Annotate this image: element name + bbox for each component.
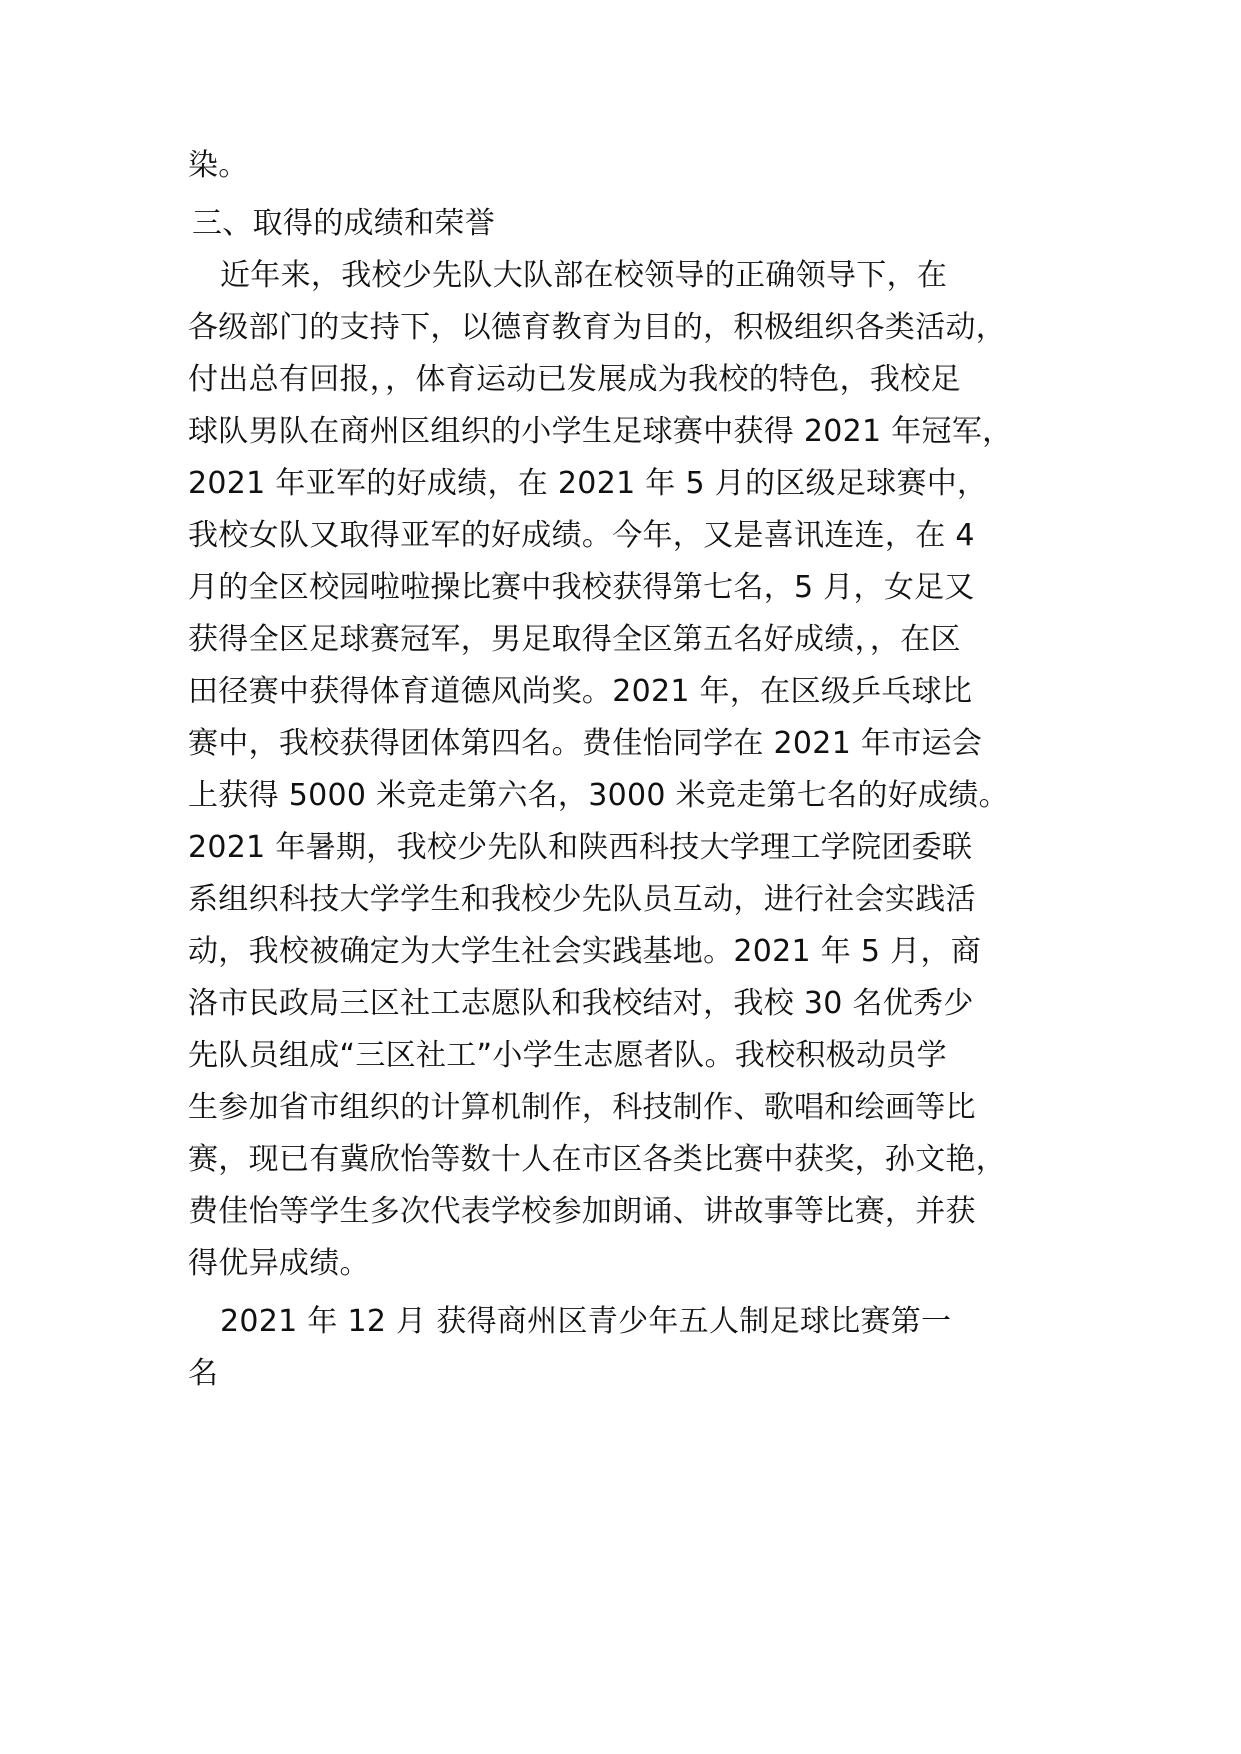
text-line-7: 2021 年亚军的好成绩，在 2021 年 5 月的区级足球赛中， <box>188 466 988 501</box>
text-line-8: 我校女队又取得亚军的好成绩。今年，又是喜讯连连，在 4 <box>188 518 975 553</box>
text-line-5: 付出总有回报，，体育运动已发展成为我校的特色，我校足 <box>188 362 961 397</box>
text-line-10: 获得全区足球赛冠军，男足取得全区第五名好成绩，，在区 <box>188 622 961 657</box>
text-line-17: 洛市民政局三区社工志愿队和我校结对，我校 30 名优秀少 <box>188 986 974 1021</box>
text-line-6: 球队男队在商州区组织的小学生足球赛中获得 2021 年冠军， <box>188 414 1013 449</box>
text-line-4: 各级部门的支持下，以德育教育为目的，积极组织各类活动， <box>188 310 1007 345</box>
text-line-18: 先队员组成“三区社工”小学生志愿者队。我校积极动员学 <box>188 1038 947 1073</box>
text-line-22: 得优异成绩。 <box>188 1246 370 1281</box>
text-line-1: 染。 <box>188 148 249 183</box>
text-line-3: 近年来，我校少先队大队部在校领导的正确领导下，在 <box>220 258 948 293</box>
text-line-21: 费佳怡等学生多次代表学校参加朗诵、讲故事等比赛，并获 <box>188 1194 976 1229</box>
text-line-16: 动，我校被确定为大学生社会实践基地。2021 年 5 月，商 <box>188 934 982 969</box>
text-line-14: 2021 年暑期，我校少先队和陕西科技大学理工学院团委联 <box>188 830 973 865</box>
text-line-12: 赛中，我校获得团体第四名。费佳怡同学在 2021 年市运会 <box>188 726 983 761</box>
award-line-end: 名 <box>188 1356 219 1391</box>
award-line: 2021 年 12 月 获得商州区青少年五人制足球比赛第一 <box>220 1304 952 1339</box>
text-line-19: 生参加省市组织的计算机制作，科技制作、歌唱和绘画等比 <box>188 1090 976 1125</box>
text-line-9: 月的全区校园啦啦操比赛中我校获得第七名，5 月，女足又 <box>188 570 975 605</box>
section-heading: 三、取得的成绩和荣誉 <box>192 206 495 241</box>
text-line-13: 上获得 5000 米竞走第六名，3000 米竞走第七名的好成绩。 <box>188 778 1009 813</box>
text-line-11: 田径赛中获得体育道德风尚奖。2021 年，在区级乒乓球比 <box>188 674 973 709</box>
text-line-20: 赛，现已有冀欣怡等数十人在市区各类比赛中获奖，孙文艳， <box>188 1142 1007 1177</box>
text-line-15: 系组织科技大学学生和我校少先队员互动，进行社会实践活 <box>188 882 976 917</box>
